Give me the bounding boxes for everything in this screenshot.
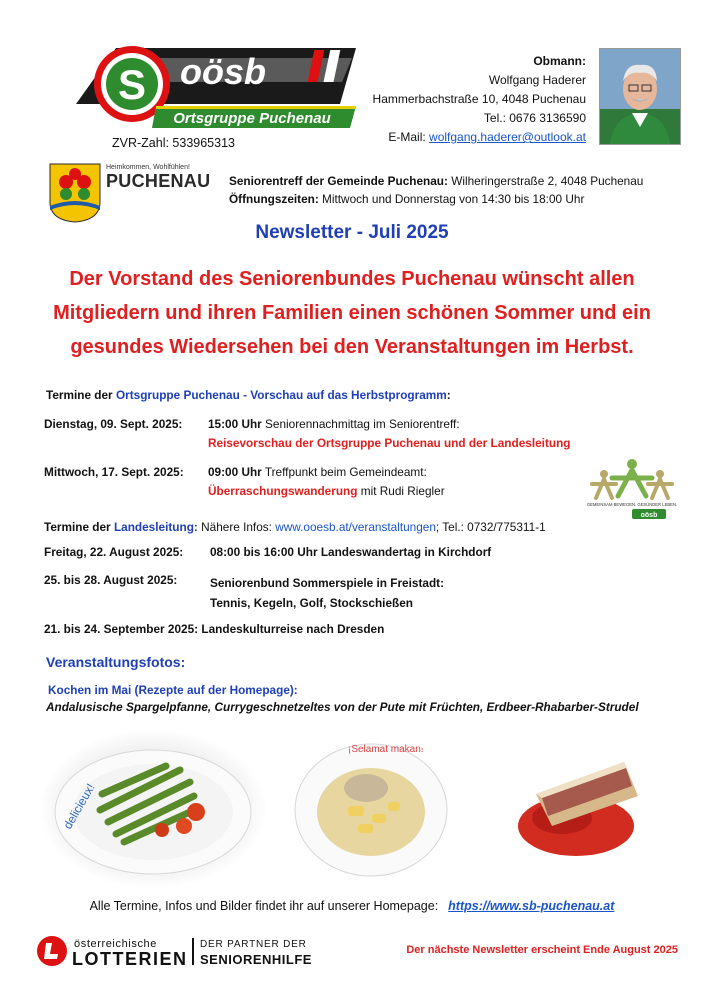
event-text: Seniorenbund Sommerspiele in Freistadt: xyxy=(210,576,445,590)
hours-label: Öffnungszeiten: xyxy=(229,192,319,206)
venue-label: Seniorentreff der Gemeinde Puchenau: xyxy=(229,174,448,188)
newsletter-title: Newsletter - Juli 2025 xyxy=(255,222,449,243)
og-section-heading xyxy=(46,388,451,402)
puchenau-emblem xyxy=(48,162,102,224)
zvr-number: ZVR-Zahl: 533965313 xyxy=(112,136,235,150)
event-details xyxy=(210,573,444,613)
headline-line: Der Vorstand des Seniorenbundes Puchenau wünscht allen xyxy=(69,268,635,290)
homepage-text: Alle Termine, Infos und Bilder findet ihr auf unserer Homepage: xyxy=(89,899,439,913)
ll-info-link[interactable]: www.ooesb.at/veranstaltungen xyxy=(275,520,436,534)
lotto-top: österreichische xyxy=(74,938,157,950)
event-details xyxy=(208,415,571,453)
contact-phone: Tel.: 0676 3136590 xyxy=(483,111,586,125)
event-text: Seniorennachmittag im Seniorentreff: xyxy=(261,417,460,431)
ll-section-highlight: Landesleitung: xyxy=(113,520,198,534)
ll-section-heading xyxy=(44,520,546,534)
puchenau-name: PUCHENAU xyxy=(106,171,211,191)
contact-email-label: E-Mail: xyxy=(388,130,430,144)
event-text: Tennis, Kegeln, Golf, Stockschießen xyxy=(210,596,413,610)
event-date-line xyxy=(44,622,384,636)
event-highlight: Reisevorschau der Ortsgruppe Puchenau und der Landesleitung xyxy=(208,436,571,450)
headline-line: gesundes Wiedersehen bei den Veranstaltungen im Herbst. xyxy=(70,336,634,358)
lotterien-logo xyxy=(36,934,346,968)
venue-info xyxy=(229,172,643,208)
ll-phone: ; Tel.: 0732/775311-1 xyxy=(435,520,546,534)
hours-text: Mittwoch und Donnerstag von 14:30 bis 18:00 Uhr xyxy=(318,192,585,206)
homepage-link[interactable]: https://www.sb-puchenau.at xyxy=(448,899,615,913)
event-date: 25. bis 28. August 2025: xyxy=(44,573,178,587)
og-section-suffix: : xyxy=(446,388,451,402)
photos-title: Veranstaltungsfotos: xyxy=(46,654,186,670)
lotto-partner: DER PARTNER DER xyxy=(200,939,307,950)
dish-list: Andalusische Spargelpfanne, Currygeschnetzeltes von der Pute mit Früchten, Erdbeer-Rhabarber-Strudel xyxy=(46,700,639,714)
lotto-partner2: SENIORENHILFE xyxy=(200,952,312,967)
headline xyxy=(22,262,682,364)
contact-address: Hammerbachstraße 10, 4048 Puchenau xyxy=(372,92,586,106)
photo-strudel xyxy=(496,734,666,884)
gemeinsam-bewegen-logo xyxy=(582,456,682,520)
event-highlight: Überraschungswanderung xyxy=(208,484,358,498)
homepage-line xyxy=(0,899,704,913)
contact-email-line xyxy=(373,128,586,147)
photo-curry xyxy=(288,732,454,882)
event-text: 08:00 bis 16:00 Uhr Landeswandertag in Kirchdorf xyxy=(210,545,492,559)
photo-asparagus xyxy=(40,730,266,888)
event-suffix: mit Rudi Riegler xyxy=(357,484,445,498)
photos-subtitle: Kochen im Mai (Rezepte auf der Homepage): xyxy=(48,683,298,697)
contact-email-link[interactable]: wolfgang.haderer@outlook.at xyxy=(429,130,586,144)
og-section-highlight: Ortsgruppe Puchenau - Vorschau auf das Herbstprogramm xyxy=(115,388,447,402)
plate-text: ¡Selamat makan! xyxy=(348,744,424,755)
plate-text: delicieux! xyxy=(60,781,98,832)
headline-line: Mitgliedern und ihren Familien einen schönen Sommer und ein xyxy=(53,302,651,324)
contact-name: Wolfgang Haderer xyxy=(488,73,586,87)
logo-text: oösb xyxy=(180,51,266,92)
ll-section-prefix: Termine der xyxy=(44,520,114,534)
logo-letter: S xyxy=(117,61,147,108)
event-date: 21. bis 24. September 2025: xyxy=(44,622,199,636)
puchenau-tagline: Heimkommen, Wohlfühlen! xyxy=(106,164,190,171)
puchenau-brand xyxy=(106,164,210,191)
event-details xyxy=(208,463,445,501)
event-date: Mittwoch, 17. Sept. 2025: xyxy=(44,465,184,479)
oesb-logo xyxy=(56,42,362,130)
event-time: 09:00 Uhr xyxy=(208,465,262,479)
lotto-main: LOTTERIEN xyxy=(72,949,188,968)
event-date: Freitag, 22. August 2025: xyxy=(44,545,184,559)
venue-address: Wilheringerstraße 2, 4048 Puchenau xyxy=(447,174,644,188)
og-section-prefix: Termine der xyxy=(46,388,116,402)
event-text: Treffpunkt beim Gemeindeamt: xyxy=(261,465,427,479)
event-time: 15:00 Uhr xyxy=(208,417,262,431)
contact-heading: Obmann: xyxy=(533,54,586,68)
contact-block xyxy=(373,52,586,147)
chairman-photo xyxy=(599,48,681,145)
event-date: Dienstag, 09. Sept. 2025: xyxy=(44,417,183,431)
gemeinsam-caption: GEMEINSAM BEWEGEN. GESÜNDER LEBEN. xyxy=(586,502,678,507)
logo-subtitle: Ortsgruppe Puchenau xyxy=(173,110,331,127)
ll-info-label: Nähere Infos: xyxy=(197,520,276,534)
gemeinsam-badge: oösb xyxy=(640,512,658,519)
event-text: Landeskulturreise nach Dresden xyxy=(198,622,385,636)
next-issue-note: Der nächste Newsletter erscheint Ende August 2025 xyxy=(406,944,678,956)
